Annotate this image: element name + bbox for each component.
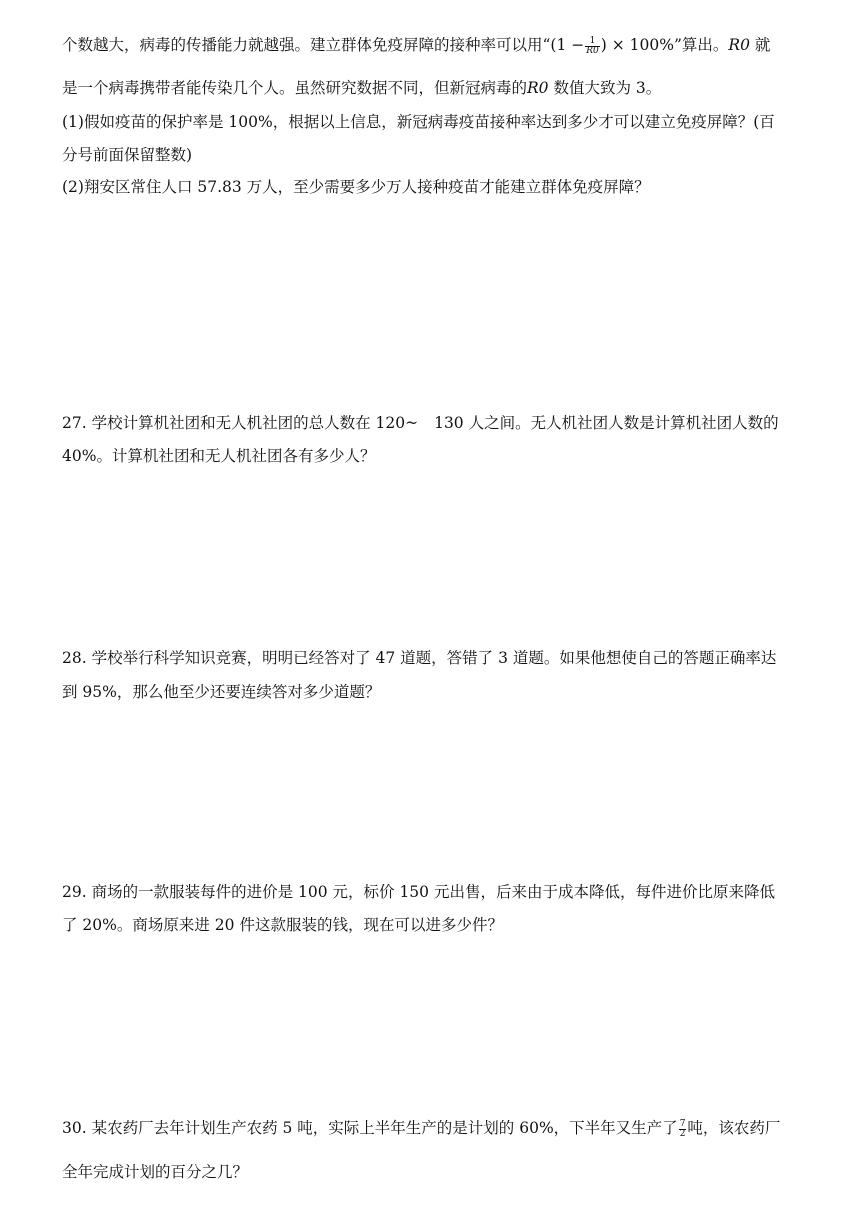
- intro-text: 数值大致为 3。: [548, 79, 662, 97]
- intro-line-1: [62, 35, 770, 56]
- intro-line-2: [62, 78, 661, 98]
- question-27-line-2: 40%。计算机社团和无人机社团各有多少人？: [62, 447, 376, 465]
- question-30-text: 30. 某农药厂去年计划生产农药 5 吨，实际上半年生产的是计划的 60%，下半年又生产了: [62, 1119, 678, 1137]
- intro-text: 是一个病毒携带者能传染几个人。虽然研究数据不同，但新冠病毒的: [62, 79, 528, 97]
- intro-text: 个数越大，病毒的传播能力就越强。建立群体免疫屏障的接种率可以用“(1 −: [62, 36, 585, 54]
- r0-symbol: R0: [527, 79, 549, 97]
- question-27-line-1: [62, 413, 779, 433]
- question-28-line-1: 28. 学校举行科学知识竞赛，明明已经答对了 47 道题，答错了 3 道题。如果他想使自己的答题正确率达: [62, 649, 777, 667]
- subquestion-1-line-1: (1)假如疫苗的保护率是 100%，根据以上信息，新冠病毒疫苗接种率达到多少才可以建立免疫屏障？(百: [62, 113, 775, 131]
- question-27-text: 27. 学校计算机社团和无人机社团的总人数在 120~: [62, 414, 419, 432]
- question-30-line-2: 全年完成计划的百分之几？: [62, 1163, 249, 1181]
- fraction-1-over-r0: $\frac{1}{R0}$: [586, 35, 599, 56]
- question-30-text: 吨，该农药厂: [687, 1119, 781, 1137]
- subquestion-1-line-2: 分号前面保留整数): [62, 146, 193, 164]
- question-30-line-1: [62, 1118, 780, 1139]
- subquestion-2: (2)翔安区常住人口 57.83 万人，至少需要多少万人接种疫苗才能建立群体免疫屏障？: [62, 178, 650, 196]
- r0-symbol: R0: [728, 36, 750, 54]
- intro-text: ) × 100%”算出。: [600, 36, 729, 54]
- question-27-text: 130 人之间。无人机社团人数是计算机社团人数的: [434, 414, 779, 432]
- fraction-7-over-2: $\frac{7}{2}$: [679, 1118, 686, 1139]
- question-29-line-1: 29. 商场的一款服装每件的进价是 100 元，标价 150 元出售，后来由于成本降低，每件进价比原来降低: [62, 883, 775, 901]
- question-29-line-2: 了 20%。商场原来进 20 件这款服装的钱，现在可以进多少件？: [62, 916, 503, 934]
- intro-text: 就: [749, 36, 771, 54]
- question-28-line-2: 到 95%，那么他至少还要连续答对多少道题？: [62, 683, 381, 701]
